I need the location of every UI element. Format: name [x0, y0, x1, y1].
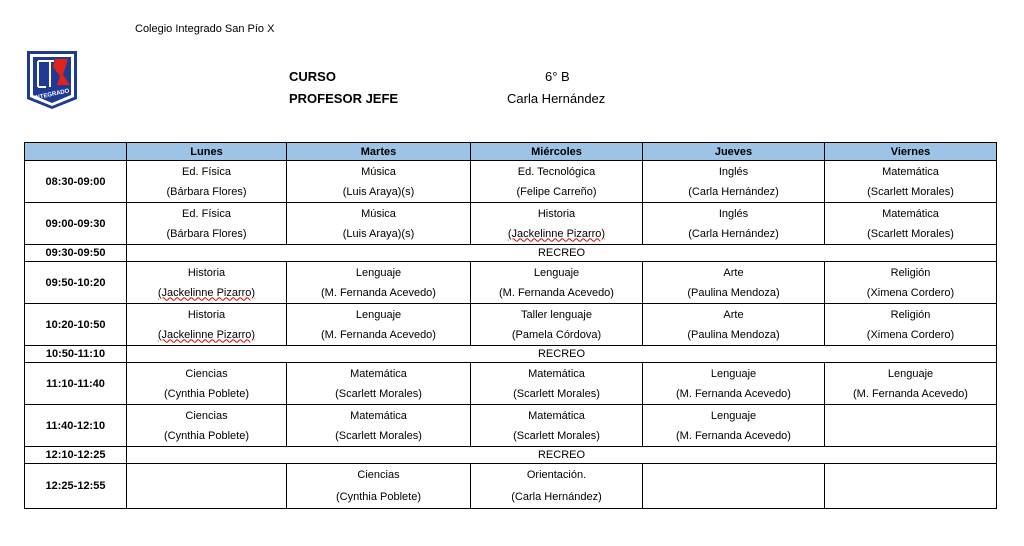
subject-name: Matemática: [528, 367, 585, 380]
course-value: 6° B: [545, 69, 570, 84]
teacher-name: (Jackelinne Pizarro): [507, 227, 606, 240]
teacher-name: (Scarlett Morales): [513, 429, 600, 442]
teacher-name: (Scarlett Morales): [335, 387, 422, 400]
class-cell: [471, 161, 643, 203]
teacher-name: (Ximena Cordero): [866, 286, 955, 299]
subject-name: Ed. Física: [182, 165, 231, 178]
class-cell: [471, 405, 643, 447]
subject-name: Lenguaje: [533, 266, 580, 279]
teacher-name: (Bárbara Flores): [166, 227, 247, 240]
time-cell: 12:10-12:25: [25, 447, 127, 464]
day-header: Lunes: [127, 143, 287, 161]
teacher-name: (Jackelinne Pizarro): [157, 328, 256, 341]
class-row: [25, 161, 997, 203]
teacher-name: (Bárbara Flores): [166, 185, 247, 198]
break-row: [25, 346, 997, 363]
class-cell: [643, 464, 825, 509]
subject-name: Ciencias: [185, 367, 228, 380]
day-header: Miércoles: [471, 143, 643, 161]
time-cell: 11:40-12:10: [25, 405, 127, 447]
subject-name: Ed. Física: [182, 207, 231, 220]
class-row: [25, 262, 997, 304]
class-cell: [471, 203, 643, 245]
class-cell: [127, 161, 287, 203]
time-cell: 11:10-11:40: [25, 363, 127, 405]
day-header: Martes: [287, 143, 471, 161]
subject-name: Religión: [890, 308, 931, 321]
subject-name: Matemática: [528, 409, 585, 422]
teacher-name: (Scarlett Morales): [867, 227, 954, 240]
course-label: CURSO: [289, 69, 336, 84]
teacher-name: (Carla Hernández): [688, 185, 779, 198]
time-cell: 09:30-09:50: [25, 245, 127, 262]
break-row: [25, 447, 997, 464]
time-cell: 09:00-09:30: [25, 203, 127, 245]
subject-name: Ed. Tecnológica: [517, 165, 596, 178]
teacher-name: (Luis Araya)(s): [342, 227, 415, 240]
subject-name: Lenguaje: [710, 409, 757, 422]
schedule-table: [24, 142, 997, 509]
class-cell: [825, 161, 997, 203]
class-cell: [127, 363, 287, 405]
break-cell: RECREO: [127, 346, 997, 363]
class-cell: [825, 203, 997, 245]
class-cell: [643, 363, 825, 405]
class-row: [25, 304, 997, 346]
teacher-name: (Paulina Mendoza): [687, 328, 780, 341]
subject-name: Ciencias: [185, 409, 228, 422]
svg-text:INTEGRADO: INTEGRADO: [33, 88, 71, 102]
class-cell: [643, 262, 825, 304]
subject-name: Arte: [723, 308, 744, 321]
subject-name: Matemática: [350, 367, 407, 380]
subject-name: Música: [361, 207, 396, 220]
time-cell: 10:50-11:10: [25, 346, 127, 363]
subject-name: Lenguaje: [710, 367, 757, 380]
class-cell: [643, 161, 825, 203]
teacher-name: (Scarlett Morales): [335, 429, 422, 442]
subject-name: Música: [361, 165, 396, 178]
teacher-name: (Cynthia Poblete): [336, 491, 421, 503]
time-cell: 10:20-10:50: [25, 304, 127, 346]
teacher-name: (Pamela Córdova): [511, 328, 602, 341]
break-row: [25, 245, 997, 262]
class-cell: [471, 363, 643, 405]
class-cell: [127, 203, 287, 245]
class-cell: [471, 262, 643, 304]
teacher-value: Carla Hernández: [507, 91, 606, 106]
subject-name: Inglés: [718, 165, 749, 178]
break-cell: RECREO: [127, 447, 997, 464]
teacher-name: (Cynthia Poblete): [164, 387, 249, 400]
corner-cell: [25, 143, 127, 161]
subject-name: Lenguaje: [355, 266, 402, 279]
school-name: Colegio Integrado San Pío X: [135, 23, 275, 35]
class-cell: [127, 304, 287, 346]
teacher-name: (Felipe Carreño): [516, 185, 597, 198]
teacher-name: (Cynthia Poblete): [164, 429, 249, 442]
teacher-name: (Ximena Cordero): [866, 328, 955, 341]
time-cell: 12:25-12:55: [25, 464, 127, 509]
subject-name: Matemática: [882, 207, 939, 220]
time-cell: 09:50-10:20: [25, 262, 127, 304]
teacher-name: (Jackelinne Pizarro): [157, 286, 256, 299]
teacher-name: (Luis Araya)(s): [342, 185, 415, 198]
time-cell: 08:30-09:00: [25, 161, 127, 203]
class-cell: [287, 304, 471, 346]
subject-name: Lenguaje: [887, 367, 934, 380]
class-cell: [287, 203, 471, 245]
class-cell: [825, 304, 997, 346]
day-header: Viernes: [825, 143, 997, 161]
subject-name: Inglés: [718, 207, 749, 220]
class-cell: [287, 464, 471, 509]
school-logo: [24, 49, 80, 111]
teacher-label: PROFESOR JEFE: [289, 91, 399, 106]
teacher-name: (M. Fernanda Acevedo): [321, 328, 436, 341]
subject-name: Historia: [537, 207, 576, 220]
subject-name: Taller lenguaje: [521, 308, 592, 321]
subject-name: Ciencias: [357, 469, 400, 481]
class-cell: [825, 363, 997, 405]
class-cell: [643, 304, 825, 346]
teacher-name: (Scarlett Morales): [513, 387, 600, 400]
class-cell: [825, 464, 997, 509]
subject-name: Orientación.: [526, 469, 587, 481]
teacher-name: (Scarlett Morales): [867, 185, 954, 198]
header-row: [25, 143, 997, 161]
teacher-name: (M. Fernanda Acevedo): [499, 286, 614, 299]
teacher-name: (M. Fernanda Acevedo): [676, 387, 791, 400]
class-cell: [643, 405, 825, 447]
subject-name: Religión: [890, 266, 931, 279]
class-row: [25, 464, 997, 509]
subject-name: Matemática: [882, 165, 939, 178]
class-cell: [471, 304, 643, 346]
class-cell: [127, 262, 287, 304]
class-row: [25, 203, 997, 245]
subject-name: Matemática: [350, 409, 407, 422]
class-cell: [287, 161, 471, 203]
class-cell: [825, 405, 997, 447]
class-row: [25, 405, 997, 447]
class-cell: [127, 405, 287, 447]
subject-name: Historia: [187, 266, 226, 279]
class-cell: [825, 262, 997, 304]
class-cell: [287, 405, 471, 447]
class-cell: [471, 464, 643, 509]
teacher-name: (Carla Hernández): [511, 491, 602, 503]
subject-name: Arte: [723, 266, 744, 279]
teacher-name: (M. Fernanda Acevedo): [676, 429, 791, 442]
day-header: Jueves: [643, 143, 825, 161]
teacher-name: (Carla Hernández): [688, 227, 779, 240]
class-cell: [127, 464, 287, 509]
teacher-name: (Paulina Mendoza): [687, 286, 780, 299]
class-cell: [287, 363, 471, 405]
class-row: [25, 363, 997, 405]
teacher-name: (M. Fernanda Acevedo): [321, 286, 436, 299]
class-cell: [643, 203, 825, 245]
subject-name: Historia: [187, 308, 226, 321]
teacher-name: (M. Fernanda Acevedo): [853, 387, 968, 400]
subject-name: Lenguaje: [355, 308, 402, 321]
class-cell: [287, 262, 471, 304]
break-cell: RECREO: [127, 245, 997, 262]
